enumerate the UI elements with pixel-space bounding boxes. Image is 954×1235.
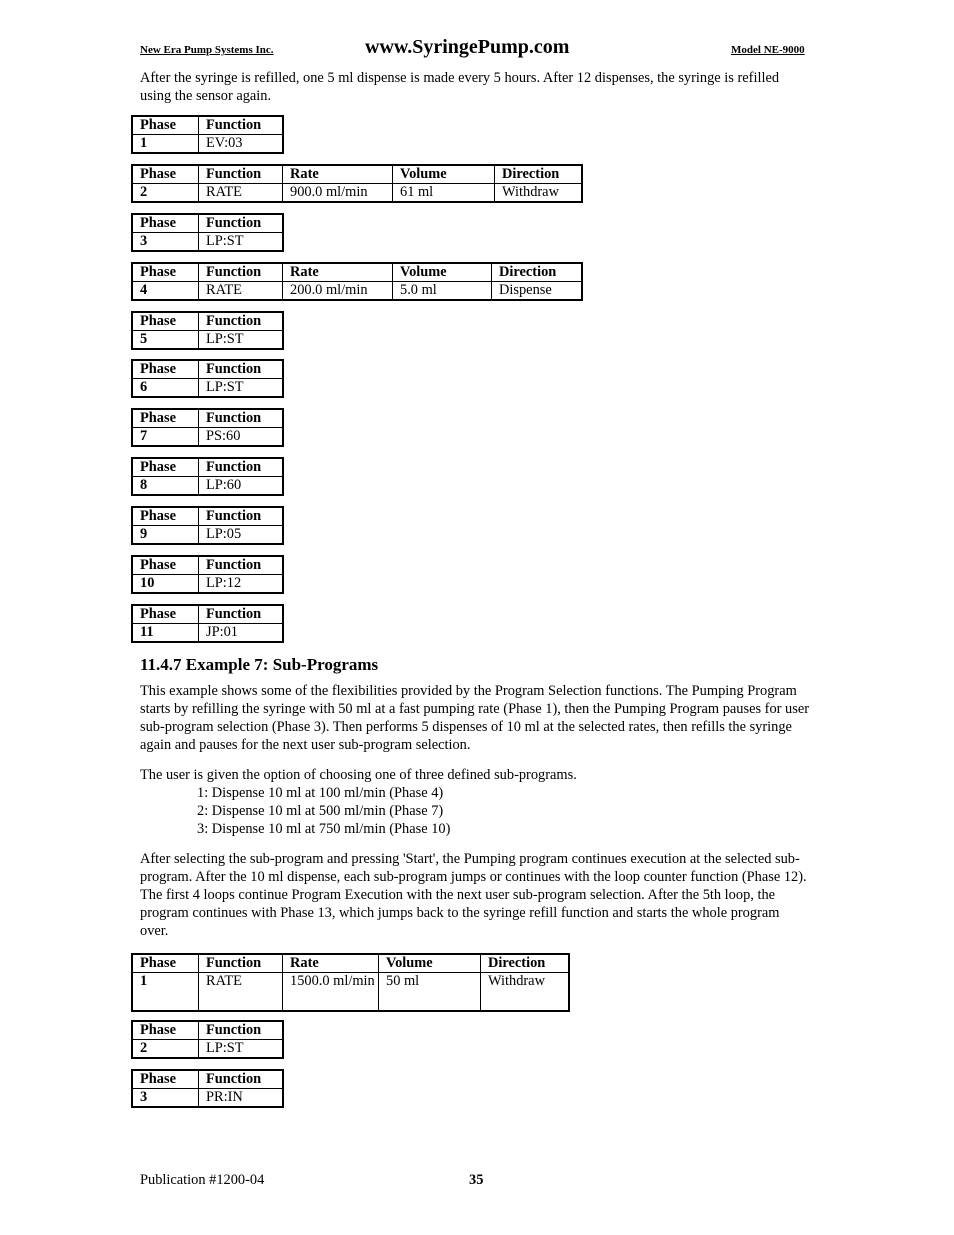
phase-function: JP:01 [199, 624, 284, 643]
phase-number: 2 [132, 184, 199, 203]
website-title: www.SyringePump.com [365, 36, 570, 58]
subprogram-option-2: 2: Dispense 10 ml at 500 ml/min (Phase 7) [197, 803, 444, 819]
company-name: New Era Pump Systems Inc. [140, 44, 274, 56]
col-header-phase: Phase [132, 116, 199, 135]
phase-table-9 [131, 506, 284, 545]
phase-number: 1 [132, 135, 199, 154]
phase-number: 9 [132, 526, 199, 545]
col-header-function: Function [199, 360, 284, 379]
phase-rate: 1500.0 ml/min [283, 973, 379, 1011]
col-header-function: Function [199, 605, 284, 624]
phase-table-10 [131, 555, 284, 594]
col-header-rate: Rate [283, 263, 393, 282]
phase-number: 7 [132, 428, 199, 447]
phase-number: 3 [132, 233, 199, 252]
model-number: Model NE-9000 [731, 44, 805, 56]
col-header-phase: Phase [132, 1021, 199, 1040]
col-header-phase: Phase [132, 312, 199, 331]
phase-number: 11 [132, 624, 199, 643]
phase-volume: 61 ml [393, 184, 495, 203]
phase-table-7 [131, 408, 284, 447]
col-header-phase: Phase [132, 556, 199, 575]
phase-number: 8 [132, 477, 199, 496]
col-header-phase: Phase [132, 605, 199, 624]
phase-table-8 [131, 457, 284, 496]
subprogram-option-3: 3: Dispense 10 ml at 750 ml/min (Phase 10) [197, 821, 451, 837]
col-header-function: Function [199, 116, 284, 135]
phase-function: PS:60 [199, 428, 284, 447]
col-header-phase: Phase [132, 409, 199, 428]
col-header-direction: Direction [481, 954, 570, 973]
example7-paragraph-2: The user is given the option of choosing one of three defined sub-programs. [140, 767, 577, 783]
phase-number: 6 [132, 379, 199, 398]
phase-direction: Dispense [492, 282, 583, 301]
phase-direction: Withdraw [481, 973, 570, 1011]
col-header-function: Function [199, 458, 284, 477]
example7-paragraph-1: This example shows some of the flexibilities provided by the Program Selection functions. The Pumping Program starts by refilling the syringe with 50 ml at a fast pumping rate (Phase 1), then the Pumping Program pauses for user sub-program selection (Phase 3). Then performs 5 dispenses of 10 ml at the selected rates, then refills the syringe again and pauses for the next user sub-program selection. [140, 683, 810, 753]
col-header-phase: Phase [132, 458, 199, 477]
phase-volume: 5.0 ml [393, 282, 492, 301]
phase-rate: 900.0 ml/min [283, 184, 393, 203]
intro-paragraph: After the syringe is refilled, one 5 ml dispense is made every 5 hours. After 12 dispenses, the syringe is refilled using the sensor again. [140, 70, 780, 104]
col-header-volume: Volume [393, 263, 492, 282]
phase-number: 10 [132, 575, 199, 594]
phase-table-1 [131, 115, 284, 154]
col-header-phase: Phase [132, 165, 199, 184]
phase-number: 3 [132, 1089, 199, 1108]
phase-function: LP:ST [199, 331, 284, 350]
col-header-direction: Direction [495, 165, 583, 184]
phase-table-3 [131, 213, 284, 252]
col-header-phase: Phase [132, 954, 199, 973]
phase-function: LP:12 [199, 575, 284, 594]
col-header-phase: Phase [132, 360, 199, 379]
phase-number: 2 [132, 1040, 199, 1059]
phase-function: LP:ST [199, 233, 284, 252]
phase-table-5 [131, 311, 284, 350]
col-header-phase: Phase [132, 507, 199, 526]
phase-table-2 [131, 164, 583, 203]
phase-function: LP:ST [199, 379, 284, 398]
col-header-function: Function [199, 263, 283, 282]
phase-function: RATE [199, 282, 283, 301]
example7-phase-table-1 [131, 953, 570, 1012]
phase-number: 1 [132, 973, 199, 1011]
col-header-function: Function [199, 1070, 284, 1089]
page-number: 35 [469, 1172, 484, 1188]
col-header-function: Function [199, 507, 284, 526]
phase-function: LP:60 [199, 477, 284, 496]
phase-number: 5 [132, 331, 199, 350]
example7-phase-table-2 [131, 1020, 284, 1059]
col-header-phase: Phase [132, 263, 199, 282]
phase-table-6 [131, 359, 284, 398]
subprogram-option-1: 1: Dispense 10 ml at 100 ml/min (Phase 4) [197, 785, 444, 801]
col-header-volume: Volume [379, 954, 481, 973]
col-header-function: Function [199, 165, 283, 184]
section-heading: 11.4.7 Example 7: Sub-Programs [140, 655, 379, 674]
col-header-function: Function [199, 954, 283, 973]
col-header-function: Function [199, 312, 284, 331]
col-header-direction: Direction [492, 263, 583, 282]
col-header-function: Function [199, 409, 284, 428]
col-header-function: Function [199, 1021, 284, 1040]
phase-direction: Withdraw [495, 184, 583, 203]
phase-table-11 [131, 604, 284, 643]
col-header-rate: Rate [283, 165, 393, 184]
col-header-rate: Rate [283, 954, 379, 973]
phase-function: RATE [199, 973, 283, 1011]
phase-rate: 200.0 ml/min [283, 282, 393, 301]
example7-phase-table-3 [131, 1069, 284, 1108]
col-header-function: Function [199, 556, 284, 575]
phase-function: LP:05 [199, 526, 284, 545]
phase-function: EV:03 [199, 135, 284, 154]
example7-paragraph-3: After selecting the sub-program and pressing 'Start', the Pumping program continues execution at the selected sub-program. After the 10 ml dispense, each sub-program jumps or continues with the loop counter function (Phase 12). The first 4 loops continue Program Execution with the next user sub-program selection. After the 5th loop, the program continues with Phase 13, which jumps back to the syringe refill function and starts the whole program over. [140, 851, 807, 939]
publication-number: Publication #1200-04 [140, 1172, 265, 1188]
col-header-function: Function [199, 214, 284, 233]
phase-table-4 [131, 262, 583, 301]
col-header-volume: Volume [393, 165, 495, 184]
col-header-phase: Phase [132, 1070, 199, 1089]
col-header-phase: Phase [132, 214, 199, 233]
phase-function: RATE [199, 184, 283, 203]
phase-function: PR:IN [199, 1089, 284, 1108]
phase-number: 4 [132, 282, 199, 301]
phase-volume: 50 ml [379, 973, 481, 1011]
phase-function: LP:ST [199, 1040, 284, 1059]
